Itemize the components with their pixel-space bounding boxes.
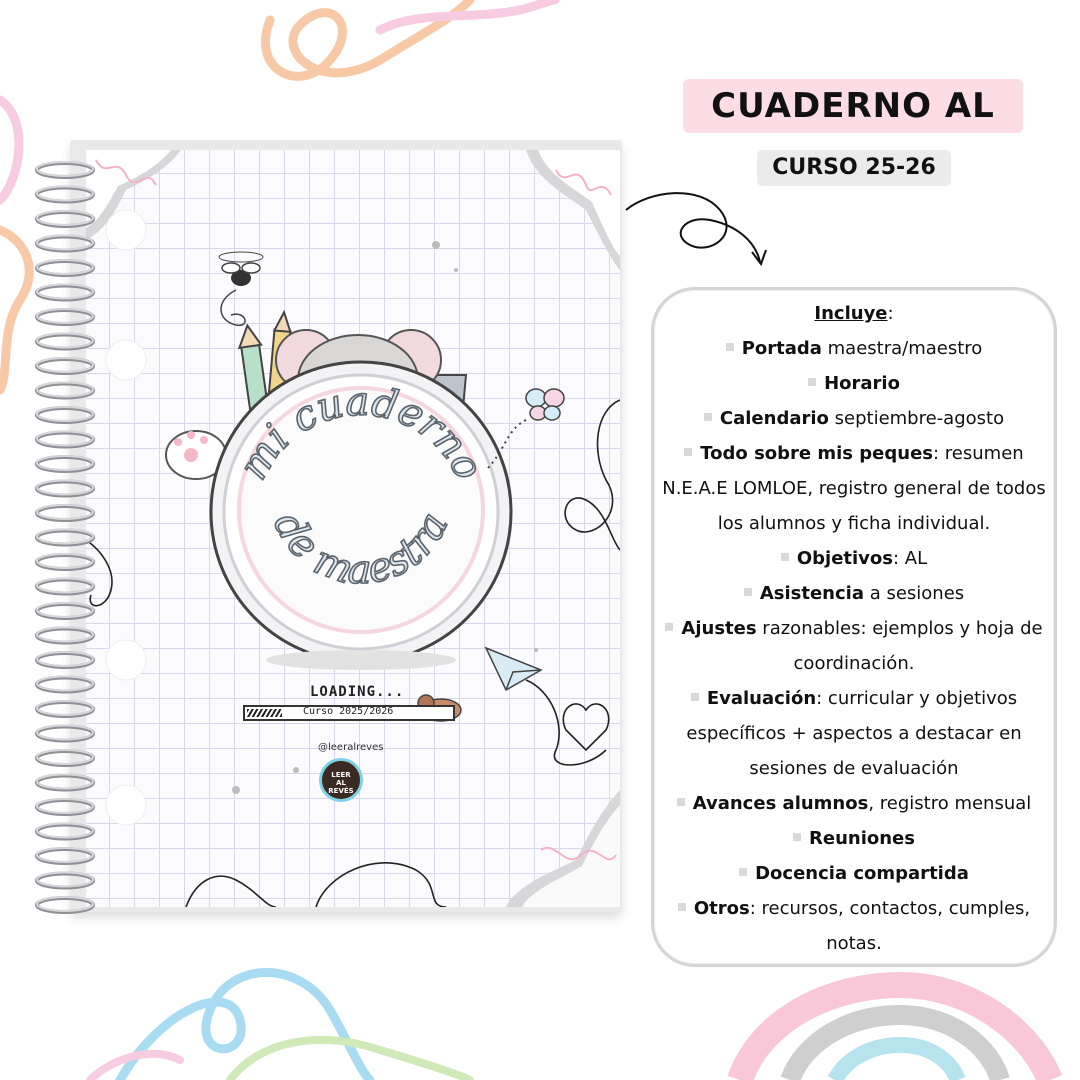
includes-item <box>654 541 1054 576</box>
includes-item-bold: Avances alumnos <box>692 793 869 814</box>
logo-text-2: AL <box>336 779 346 787</box>
includes-item <box>654 576 1054 611</box>
includes-heading-line: Incluye: <box>814 303 894 324</box>
bullet-square-icon <box>678 903 686 911</box>
bullet-square-icon <box>739 868 747 876</box>
includes-item <box>654 331 1054 366</box>
page-subtitle: CURSO 25-26 <box>772 155 936 180</box>
includes-item-bold: Evaluación <box>706 688 817 709</box>
includes-item <box>654 471 1054 506</box>
includes-item-text: los alumnos y ficha individual. <box>717 513 991 534</box>
bullet-square-icon <box>793 833 801 841</box>
includes-item-text: maestra/maestro <box>821 338 983 359</box>
includes-item-bold: Otros <box>693 898 750 919</box>
cover-title-bottom: de maestra <box>264 505 458 594</box>
includes-item-text: : AL <box>893 548 928 569</box>
includes-item-bold: Calendario <box>719 408 829 429</box>
includes-item-bold: Ajustes <box>681 618 757 639</box>
logo-text-1: LEER <box>331 771 351 779</box>
includes-item-text: N.E.A.E LOMLOE, registro general de todos <box>662 478 1046 499</box>
bullet-square-icon <box>677 798 685 806</box>
author-handle: @leeralreves <box>318 742 384 753</box>
bullet-square-icon <box>808 378 816 386</box>
includes-item-bold: Horario <box>824 373 900 394</box>
includes-item <box>654 716 1054 751</box>
includes-item <box>654 751 1054 786</box>
bullet-square-icon <box>726 343 734 351</box>
loading-label: LOADING... <box>310 684 405 700</box>
includes-item-text: específicos + aspectos a destacar en <box>686 723 1022 744</box>
includes-item-text: septiembre-agosto <box>828 408 1005 429</box>
includes-item <box>654 506 1054 541</box>
bullet-square-icon <box>704 413 712 421</box>
author-logo <box>319 758 363 802</box>
includes-item-text: coordinación. <box>793 653 915 674</box>
includes-item <box>654 786 1054 821</box>
includes-item-text: : curricular y objetivos <box>816 688 1018 709</box>
includes-item <box>654 366 1054 401</box>
loading-bar <box>243 705 455 721</box>
page-title: CUADERNO AL <box>711 86 995 126</box>
includes-item-bold: Objetivos <box>796 548 893 569</box>
includes-item-bold: Asistencia <box>759 583 864 604</box>
logo-text-3: REVÉS <box>328 787 354 795</box>
loading-bar-text: Curso 2025/2026 <box>303 706 394 717</box>
includes-item-text: : recursos, contactos, cumples, <box>749 898 1031 919</box>
includes-item-text: : resumen <box>933 443 1024 464</box>
includes-item-text: razonables: ejemplos y hoja de <box>756 618 1043 639</box>
includes-item <box>654 926 1054 961</box>
heart-doodle-icon <box>563 704 608 750</box>
includes-item-text: , registro mensual <box>868 793 1032 814</box>
includes-item <box>654 856 1054 891</box>
bullet-square-icon <box>691 693 699 701</box>
includes-item-text: notas. <box>826 933 882 954</box>
includes-item <box>654 436 1054 471</box>
spiral-binding <box>30 140 100 915</box>
bullet-square-icon <box>744 588 752 596</box>
includes-item-bold: Todo sobre mis peques <box>700 443 934 464</box>
notebook <box>70 140 622 915</box>
bullet-square-icon <box>781 553 789 561</box>
cover-title-top: mi cuaderno <box>230 378 492 488</box>
includes-item-bold: Reuniones <box>809 828 915 849</box>
includes-item-text: sesiones de evaluación <box>749 758 959 779</box>
notebook-cover <box>86 150 620 907</box>
includes-item <box>654 401 1054 436</box>
title-badge <box>683 79 1023 133</box>
includes-item <box>654 891 1054 926</box>
includes-item-bold: Portada <box>741 338 822 359</box>
includes-card <box>651 287 1057 967</box>
includes-item <box>654 611 1054 646</box>
bullet-square-icon <box>684 448 692 456</box>
subtitle-badge <box>757 150 951 186</box>
bullet-square-icon <box>665 623 673 631</box>
includes-item <box>654 646 1054 681</box>
includes-heading: Incluye <box>814 303 888 324</box>
includes-item <box>654 681 1054 716</box>
loading-bar-fill <box>247 709 282 717</box>
includes-item <box>654 821 1054 856</box>
includes-item-bold: Docencia compartida <box>755 863 969 884</box>
includes-item-text: a sesiones <box>863 583 965 604</box>
fly-icon <box>219 252 263 325</box>
